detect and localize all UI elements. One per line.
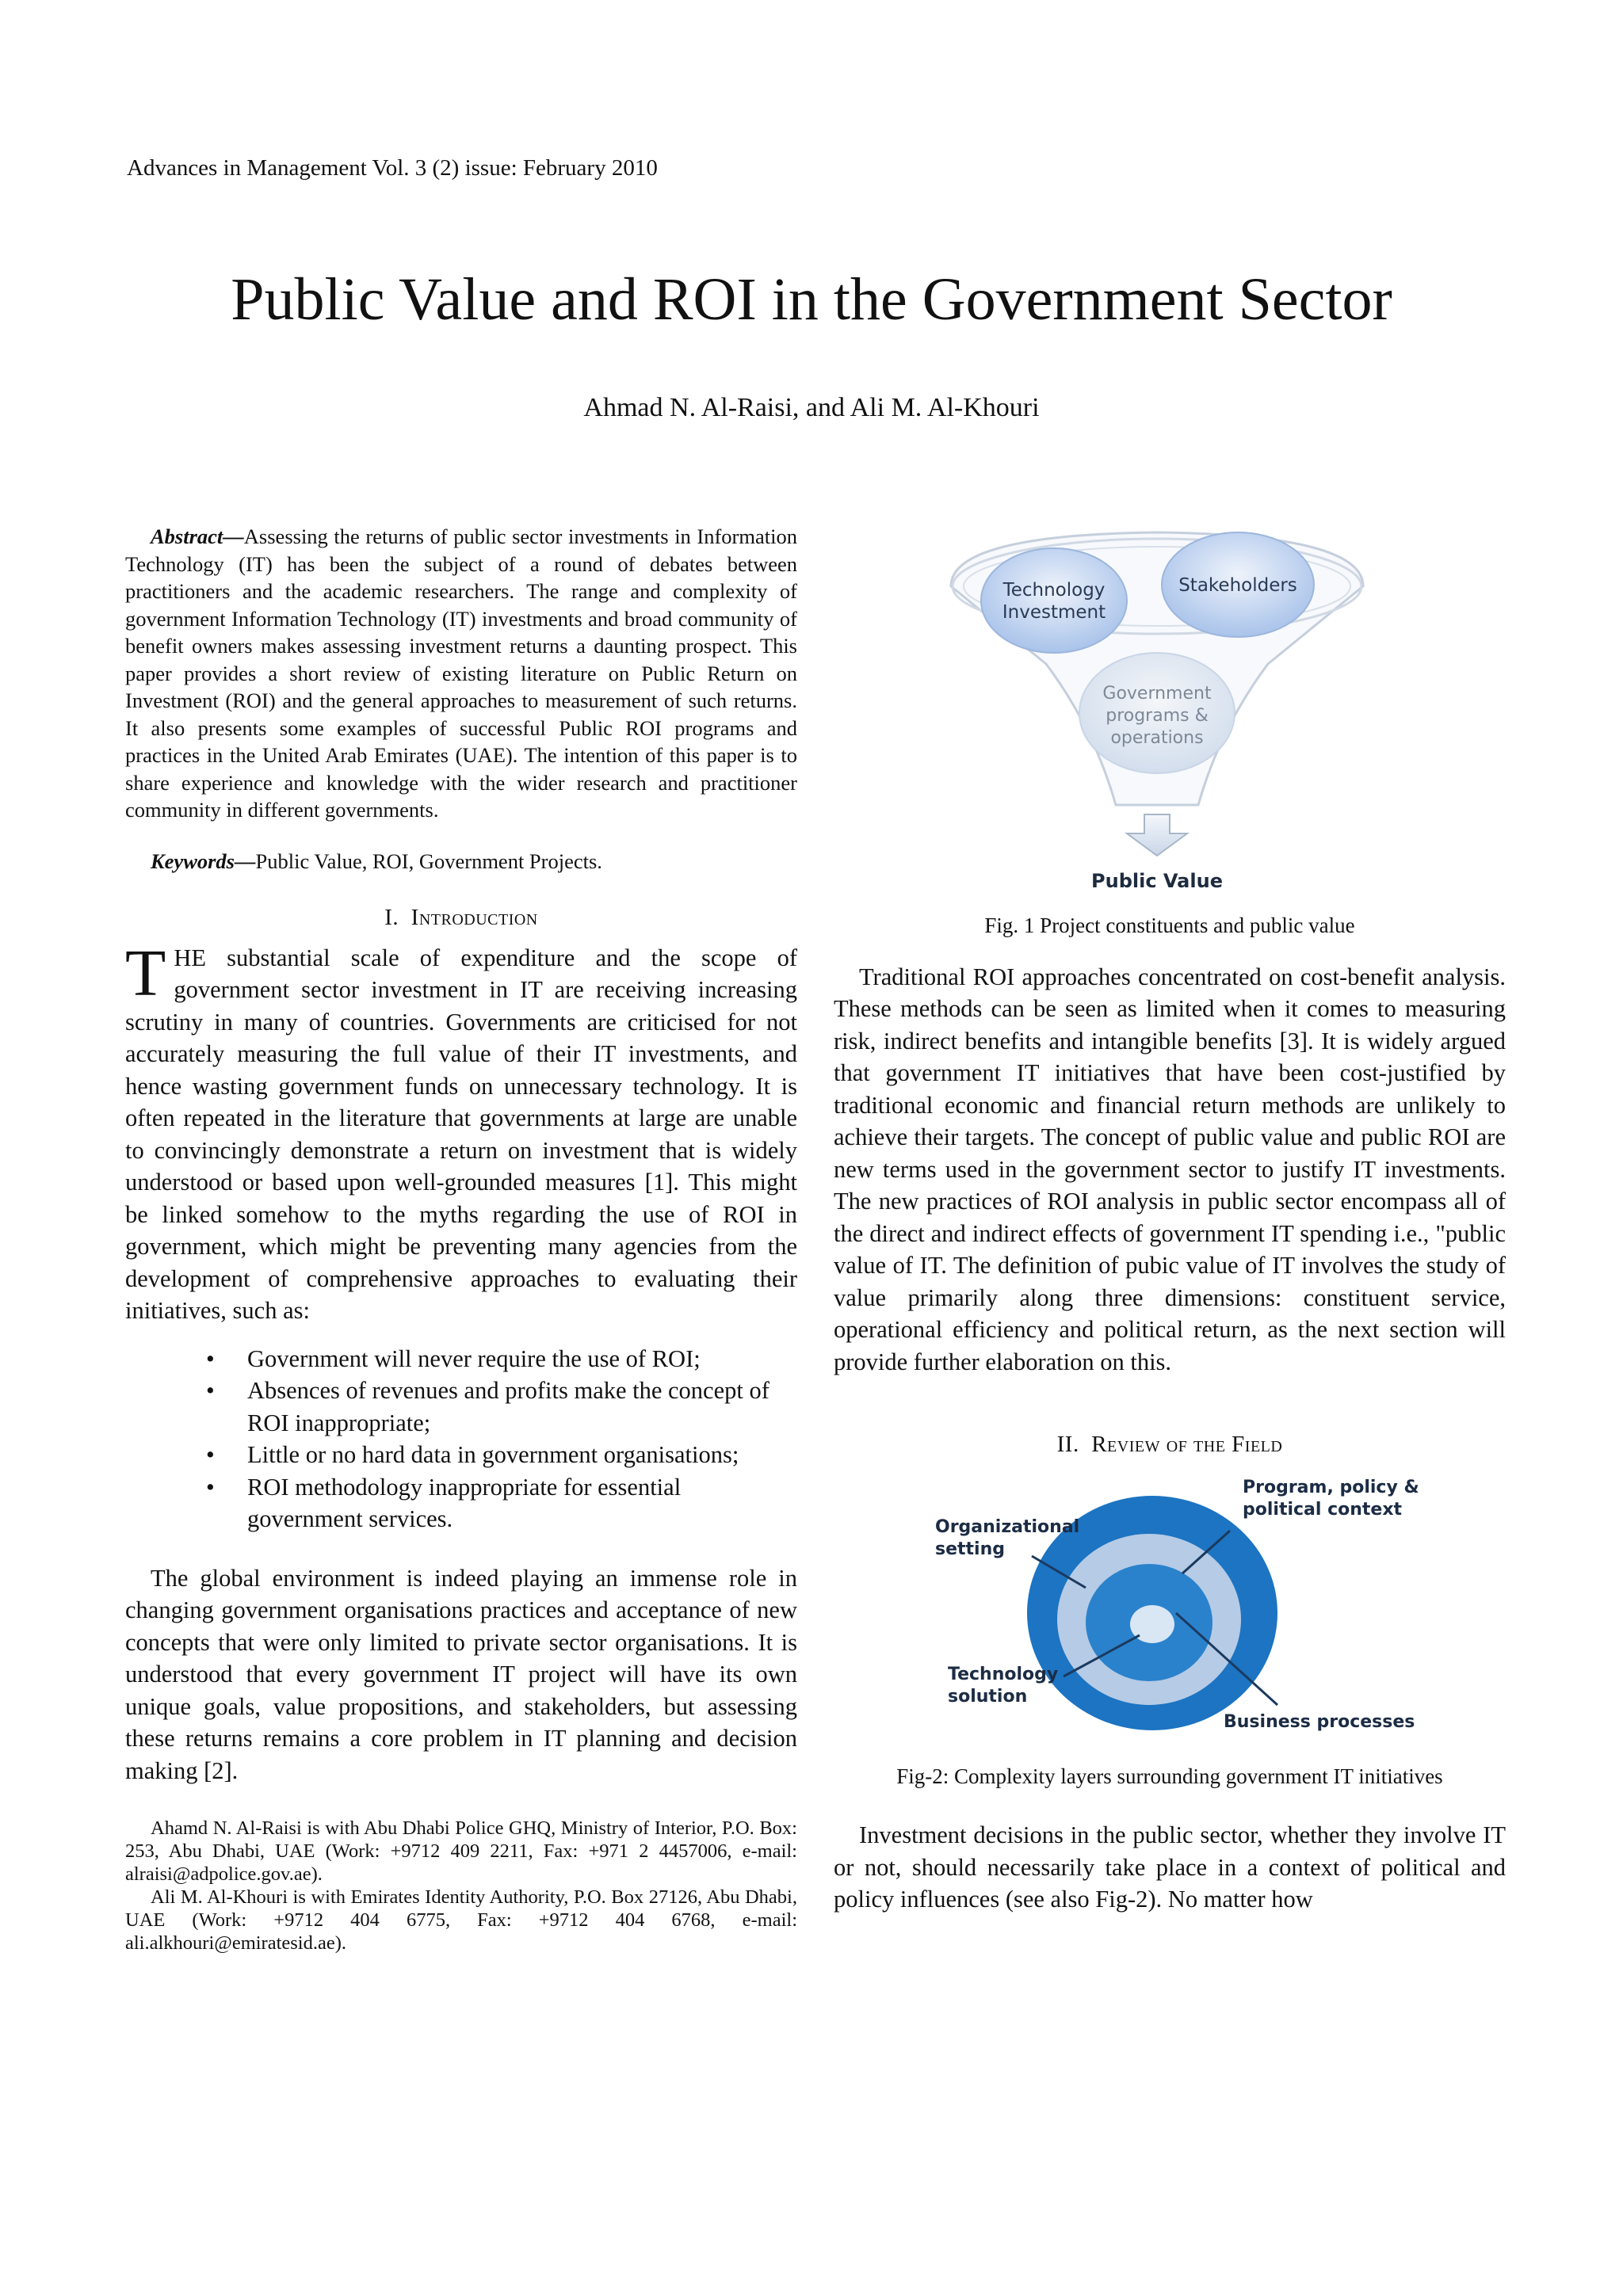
down-arrow-icon xyxy=(1127,814,1187,856)
technology-label: Technology xyxy=(1002,580,1106,601)
program-label: Program, policy & xyxy=(1243,1477,1419,1497)
abstract-label: Abstract— xyxy=(151,524,244,548)
government-label: programs & xyxy=(1106,706,1209,726)
government-label: operations xyxy=(1110,728,1204,748)
technology-label: Investment xyxy=(1002,602,1106,623)
keywords xyxy=(125,848,797,875)
organizational-label: setting xyxy=(935,1539,1005,1559)
list-item: • Little or no hard data in government organisations; xyxy=(247,1439,797,1471)
technology-solution-label: solution xyxy=(948,1686,1028,1707)
figure-2-caption: Fig-2: Complexity layers surrounding government IT initiatives xyxy=(896,1764,1443,1788)
drop-cap: T xyxy=(125,936,166,1010)
myths-list xyxy=(125,1343,797,1535)
technology-solution-label: Technology xyxy=(948,1664,1059,1684)
business-processes-label: Business processes xyxy=(1224,1711,1415,1732)
footnote: Ahamd N. Al-Raisi is with Abu Dhabi Police GHQ, Ministry of Interior, P.O. Box: 253, Abu Dhabi, UAE (Work: +9712 409 2211, Fax: +971 2 4457006, e-mail: alraisi@adpolice.gov.ae). xyxy=(125,1817,797,1885)
list-item: • ROI methodology inappropriate for essential government services. xyxy=(247,1471,797,1535)
public-value-label: Public Value xyxy=(1091,870,1223,892)
journal-header: Advances in Management Vol. 3 (2) issue: February 2010 xyxy=(127,155,658,181)
figure-1-caption: Fig. 1 Project constituents and public value xyxy=(984,913,1355,937)
section-number: I. xyxy=(384,905,399,930)
program-label: political context xyxy=(1243,1499,1403,1520)
abstract-text: Assessing the returns of public sector investments in Information Technology (IT) has been the subject of a round of debates between practitioners and the academic researchers. The range and complexity of government Information Technology (IT) investments and broad community of benefit owners makes assessing investment returns a daunting prospect. This paper provides a short review of existing literature on Public Return on Investment (ROI) and the general approaches to measurement of such returns. It also presents some examples of successful Public ROI programs and practices in the United Arab Emirates (UAE). The intention of this paper is to share experience and knowledge with the wider research and practitioner community in different governments. xyxy=(125,524,797,822)
section-number: II. xyxy=(1056,1432,1079,1457)
section-title: Review of the Field xyxy=(1091,1432,1283,1457)
government-label: Government xyxy=(1102,684,1212,704)
organizational-label: Organizational xyxy=(935,1516,1080,1537)
traditional-roi-paragraph: Traditional ROI approaches concentrated on cost-benefit analysis. These methods can be seen as limited when it comes to measuring risk, indirect benefits and intangible benefits [3]. It is widely argued that government IT initiatives that have been cost-justified by traditional economic and financial return methods are unlikely to achieve their targets. The concept of public value and public ROI are new terms used in the government sector to justify IT investments. The new practices of ROI analysis in public sector encompass all of the direct and indirect effects of government IT spending i.e., "public value of IT. The definition of pubic value of IT involves the study of value primarily along three dimensions: constituent service, operational efficiency and political return, as the next section will provide further elaboration on this. xyxy=(834,963,1506,1375)
intro-text: HE substantial scale of expenditure and the scope of government sector investment in IT are receiving increasing scrutiny in many of countries. Governments are criticised for not accurately measuring the full value of their IT investments, and hence wasting government funds on unnecessary technology. It is often repeated in the literature that governments at large are unable to convincingly demonstrate a return on investment that is widely understood or based upon well-grounded measures [1]. This might be linked somehow to the myths regarding the use of ROI in government, which might be preventing many agencies from the development of comprehensive approaches to evaluating their initiatives, such as: xyxy=(125,944,797,1324)
keywords-label: Keywords— xyxy=(151,849,256,873)
keywords-text: Public Value, ROI, Government Projects. xyxy=(255,849,602,873)
paper-title: Public Value and ROI in the Government Sector xyxy=(231,266,1392,333)
figure-2 xyxy=(834,1469,1506,1738)
technology-bubble xyxy=(981,548,1127,653)
layers-diagram xyxy=(834,1469,1506,1738)
investment-paragraph: Investment decisions in the public sector, whether they involve IT or not, should necessarily take place in a context of political and policy influences (see also Fig-2). No matter how xyxy=(834,1821,1506,1913)
footnote: Ali M. Al-Khouri is with Emirates Identity Authority, P.O. Box 27126, Abu Dhabi, UAE (Work: +9712 404 6775, Fax: +9712 404 6768, e-mail: ali.alkhouri@emiratesid.ae). xyxy=(125,1886,797,1954)
left-column xyxy=(125,523,797,1955)
funnel-diagram xyxy=(834,523,1506,895)
figure-1 xyxy=(834,523,1506,895)
list-item: • Absences of revenues and profits make the concept of ROI inappropriate; xyxy=(247,1375,797,1439)
global-paragraph: The global environment is indeed playing an immense role in changing government organisations practices and acceptance of new concepts that were only limited to private sector organisations. It is understood that every government IT project will have its own unique goals, value propositions, and stakeholders, but assessing these returns remains a core problem in IT planning and decision making [2]. xyxy=(125,1564,797,1784)
list-item: • Government will never require the use of ROI; xyxy=(247,1343,797,1375)
section-title: Introduction xyxy=(411,905,538,930)
intro-paragraph xyxy=(125,936,797,1327)
section-heading-review xyxy=(834,1428,1506,1461)
abstract xyxy=(125,523,797,824)
stakeholders-label: Stakeholders xyxy=(1178,575,1297,596)
right-column xyxy=(834,523,1506,1916)
author-line: Ahmad N. Al-Raisi, and Ali M. Al-Khouri xyxy=(583,393,1040,422)
section-heading-introduction xyxy=(125,902,797,934)
